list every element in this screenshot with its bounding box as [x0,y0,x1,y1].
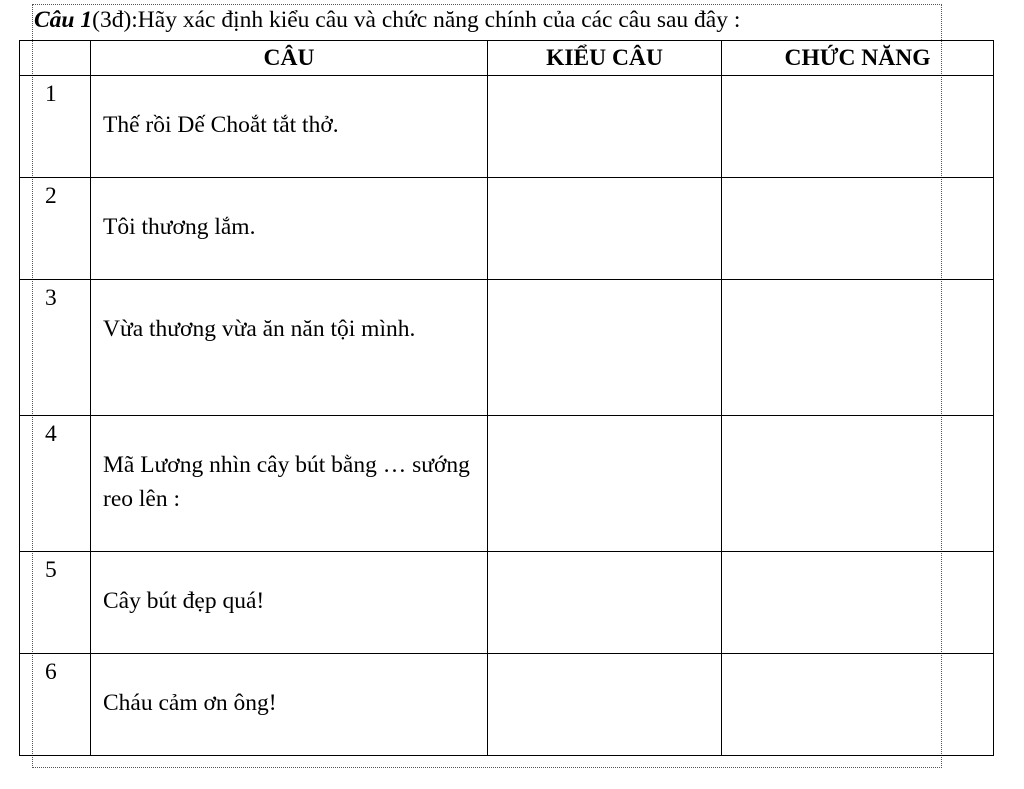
type-cell[interactable] [488,654,722,756]
row-number: 3 [20,280,91,416]
function-cell[interactable] [722,76,994,178]
function-cell[interactable] [722,416,994,552]
header-number [20,41,91,76]
sentence-cell: Vừa thương vừa ăn năn tội mình. [91,280,488,416]
row-number: 2 [20,178,91,280]
table-header-row [20,41,994,76]
table-row [20,552,994,654]
type-cell[interactable] [488,178,722,280]
header-sentence: CÂU [91,41,488,76]
type-cell[interactable] [488,552,722,654]
row-number: 4 [20,416,91,552]
table-row [20,654,994,756]
question-heading [34,4,740,36]
function-cell[interactable] [722,654,994,756]
row-number: 1 [20,76,91,178]
header-function: CHỨC NĂNG [722,41,994,76]
header-type: KIỂU CÂU [488,41,722,76]
type-cell[interactable] [488,280,722,416]
table-row [20,416,994,552]
table-row [20,76,994,178]
question-label: Câu 1 [34,7,93,33]
type-cell[interactable] [488,416,722,552]
sentence-cell: Cháu cảm ơn ông! [91,654,488,756]
type-cell[interactable] [488,76,722,178]
sentence-cell: Tôi thương lắm. [91,178,488,280]
row-number: 6 [20,654,91,756]
function-cell[interactable] [722,552,994,654]
sentence-cell: Cây bút đẹp quá! [91,552,488,654]
sentence-cell: Mã Lương nhìn cây bút bằng … sướng reo lên : [91,416,488,552]
exercise-table [19,40,994,756]
sentence-cell: Thế rồi Dế Choắt tắt thở. [91,76,488,178]
function-cell[interactable] [722,280,994,416]
table-row [20,178,994,280]
row-number: 5 [20,552,91,654]
function-cell[interactable] [722,178,994,280]
question-instruction: (3đ):Hãy xác định kiểu câu và chức năng chính của các câu sau đây : [92,7,741,33]
table-row [20,280,994,416]
